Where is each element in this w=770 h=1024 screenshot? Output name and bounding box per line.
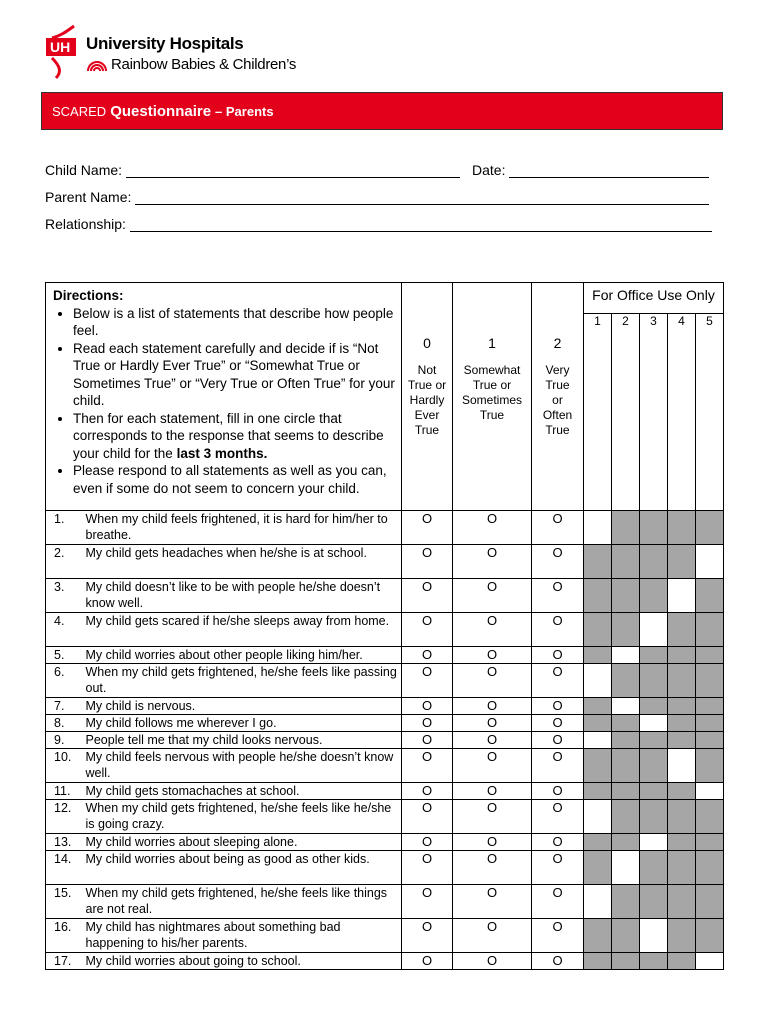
office-cell-4 [668,664,696,698]
question-number: 4. [46,613,84,647]
office-cell-2 [612,834,640,851]
response-circle-2[interactable]: O [532,834,584,851]
question-text: When my child gets frightened, he/she feels like he/she is going crazy. [84,800,402,834]
question-text: My child has nightmares about something bad happening to his/her parents. [84,919,402,953]
question-text: My child worries about sleeping alone. [84,834,402,851]
question-text: When my child gets frightened, he/she feels like things are not real. [84,885,402,919]
response-circle-2[interactable]: O [532,579,584,613]
office-cell-4 [668,698,696,715]
office-cell-4 [668,953,696,970]
office-cell-2 [612,919,640,953]
response-circle-2[interactable]: O [532,953,584,970]
response-circle-2[interactable]: O [532,698,584,715]
response-circle-0[interactable]: O [402,749,453,783]
office-cell-1 [584,783,612,800]
office-cell-1 [584,613,612,647]
office-cell-3 [640,579,668,613]
response-circle-1[interactable]: O [453,613,532,647]
uh-logo-icon [44,24,84,80]
directions-cell [46,283,402,511]
response-circle-0[interactable]: O [402,698,453,715]
office-cell-1 [584,647,612,664]
response-circle-2[interactable]: O [532,545,584,579]
relationship-label: Relationship: [45,216,126,232]
office-cell-5 [696,953,724,970]
response-circle-2[interactable]: O [532,885,584,919]
office-cell-3 [640,885,668,919]
office-cell-5 [696,698,724,715]
date-label: Date: [472,162,506,178]
office-col-num: 1 [584,314,612,511]
question-row [46,579,724,613]
col-header-2 [532,283,584,511]
office-cell-3 [640,800,668,834]
title-prefix: SCARED [52,103,107,119]
question-number: 11. [46,783,84,800]
office-cell-3 [640,783,668,800]
response-circle-2[interactable]: O [532,715,584,732]
response-circle-2[interactable]: O [532,613,584,647]
office-cell-4 [668,715,696,732]
office-cell-4 [668,919,696,953]
office-cell-5 [696,732,724,749]
office-cell-5 [696,545,724,579]
response-circle-0[interactable]: O [402,664,453,698]
response-circle-0[interactable]: O [402,851,453,885]
office-cell-1 [584,698,612,715]
response-circle-1[interactable]: O [453,919,532,953]
question-row [46,919,724,953]
office-cell-1 [584,579,612,613]
office-cell-3 [640,732,668,749]
office-cell-5 [696,885,724,919]
response-circle-2[interactable]: O [532,749,584,783]
office-cell-4 [668,545,696,579]
office-cell-4 [668,647,696,664]
response-circle-1[interactable]: O [453,749,532,783]
response-circle-1[interactable]: O [453,885,532,919]
office-col-num: 5 [696,314,724,511]
office-cell-2 [612,783,640,800]
office-cell-1 [584,545,612,579]
response-circle-0[interactable]: O [402,800,453,834]
office-col-num: 2 [612,314,640,511]
question-row [46,783,724,800]
col-label: Somewhat True or Sometimes True [461,363,523,422]
office-cell-4 [668,613,696,647]
question-number: 5. [46,647,84,664]
parent-name-label: Parent Name: [45,189,132,205]
question-number: 9. [46,732,84,749]
office-cell-4 [668,732,696,749]
question-number: 6. [46,664,84,698]
title-banner [41,92,723,130]
office-cell-3 [640,545,668,579]
date-field[interactable] [472,162,709,178]
response-circle-2[interactable]: O [532,851,584,885]
question-row [46,698,724,715]
question-row [46,885,724,919]
org-name: University Hospitals [86,34,244,53]
office-cell-2 [612,800,640,834]
title-main: Questionnaire [110,102,212,120]
office-cell-3 [640,664,668,698]
response-circle-1[interactable]: O [453,698,532,715]
question-number: 10. [46,749,84,783]
office-cell-2 [612,579,640,613]
col-num: 1 [488,335,496,351]
question-text: People tell me that my child looks nervous. [84,732,402,749]
directions-bullet: • Then for each statement, fill in one circle that corresponds to the response that seems to describe your child for the last 3 months. [73,410,395,463]
questionnaire-table [45,282,724,970]
response-circle-0[interactable]: O [402,545,453,579]
response-circle-1[interactable]: O [453,800,532,834]
child-name-label: Child Name: [45,162,123,178]
office-cell-2 [612,851,640,885]
question-text: My child gets headaches when he/she is at school. [84,545,402,579]
svg-text:UH: UH [50,39,71,55]
question-number: 13. [46,834,84,851]
response-circle-1[interactable]: O [453,647,532,664]
office-cell-2 [612,715,640,732]
response-circle-1[interactable]: O [453,783,532,800]
office-cell-4 [668,579,696,613]
office-col-num: 4 [668,314,696,511]
office-col-num: 3 [640,314,668,511]
relationship-field[interactable] [45,216,712,232]
office-cell-5 [696,664,724,698]
response-circle-2[interactable]: O [532,783,584,800]
question-number: 16. [46,919,84,953]
col-header-0 [402,283,453,511]
response-circle-0[interactable]: O [402,511,453,545]
office-cell-5 [696,800,724,834]
question-number: 2. [46,545,84,579]
office-cell-3 [640,613,668,647]
office-cell-5 [696,647,724,664]
office-cell-1 [584,834,612,851]
logo [44,24,314,80]
response-circle-0[interactable]: O [402,783,453,800]
response-circle-1[interactable]: O [453,851,532,885]
office-cell-4 [668,885,696,919]
office-cell-2 [612,749,640,783]
office-cell-2 [612,545,640,579]
office-cell-3 [640,953,668,970]
rainbow-icon [86,59,108,71]
office-cell-1 [584,953,612,970]
question-row [46,545,724,579]
directions-bullet: • Below is a list of statements that describe how people feel. [73,305,395,340]
directions-heading: Directions: [53,288,124,303]
office-cell-4 [668,783,696,800]
child-name-field[interactable] [45,162,460,178]
question-number: 3. [46,579,84,613]
office-use-title: For Office Use Only [584,283,724,314]
directions-bullet: • Please respond to all statements as well as you can, even if some do not seem to concern your child. [73,462,395,497]
question-row [46,511,724,545]
office-cell-2 [612,698,640,715]
office-cell-4 [668,834,696,851]
office-cell-2 [612,885,640,919]
col-header-1 [453,283,532,511]
response-circle-1[interactable]: O [453,579,532,613]
question-row [46,953,724,970]
question-text: My child worries about other people liking him/her. [84,647,402,664]
response-circle-0[interactable]: O [402,715,453,732]
response-circle-0[interactable]: O [402,647,453,664]
office-cell-5 [696,783,724,800]
directions-bold: last 3 months. [176,445,268,461]
office-cell-2 [612,511,640,545]
directions-list [53,305,395,498]
question-row [46,732,724,749]
office-cell-4 [668,800,696,834]
office-cell-3 [640,715,668,732]
office-cell-3 [640,698,668,715]
office-cell-3 [640,919,668,953]
response-circle-0[interactable]: O [402,834,453,851]
response-circle-1[interactable]: O [453,511,532,545]
question-text: My child is nervous. [84,698,402,715]
response-circle-1[interactable]: O [453,545,532,579]
question-number: 17. [46,953,84,970]
question-row [46,664,724,698]
response-circle-0[interactable]: O [402,613,453,647]
response-circle-1[interactable]: O [453,834,532,851]
office-cell-1 [584,800,612,834]
question-row [46,647,724,664]
office-cell-5 [696,613,724,647]
col-label: Not True or Hardly Ever True [407,363,447,437]
office-cell-5 [696,511,724,545]
response-circle-0[interactable]: O [402,579,453,613]
office-cell-5 [696,919,724,953]
question-text: My child follows me wherever I go. [84,715,402,732]
question-text: My child worries about being as good as other kids. [84,851,402,885]
response-circle-0[interactable]: O [402,919,453,953]
office-cell-4 [668,511,696,545]
office-cell-5 [696,851,724,885]
response-circle-2[interactable]: O [532,919,584,953]
question-row [46,613,724,647]
question-text: When my child feels frightened, it is hard for him/her to breathe. [84,511,402,545]
office-cell-1 [584,715,612,732]
response-circle-2[interactable]: O [532,647,584,664]
question-text: My child gets stomachaches at school. [84,783,402,800]
response-circle-1[interactable]: O [453,953,532,970]
office-cell-1 [584,885,612,919]
office-cell-1 [584,511,612,545]
office-cell-3 [640,749,668,783]
office-cell-3 [640,851,668,885]
question-text: My child gets scared if he/she sleeps away from home. [84,613,402,647]
question-number: 7. [46,698,84,715]
office-cell-5 [696,749,724,783]
office-cell-3 [640,511,668,545]
question-text: My child doesn’t like to be with people he/she doesn’t know well. [84,579,402,613]
office-cell-2 [612,953,640,970]
question-number: 1. [46,511,84,545]
col-num: 0 [423,335,431,351]
response-circle-0[interactable]: O [402,953,453,970]
date-line[interactable] [509,163,709,178]
relationship-line[interactable] [130,217,712,232]
office-cell-5 [696,834,724,851]
response-circle-1[interactable]: O [453,732,532,749]
response-circle-2[interactable]: O [532,664,584,698]
office-cell-1 [584,851,612,885]
office-cell-5 [696,579,724,613]
office-cell-3 [640,647,668,664]
office-cell-2 [612,664,640,698]
response-circle-2[interactable]: O [532,511,584,545]
office-cell-1 [584,749,612,783]
title-suffix: – Parents [215,103,274,119]
question-row [46,749,724,783]
items-body [46,511,724,970]
question-row [46,851,724,885]
question-number: 8. [46,715,84,732]
parent-name-line[interactable] [135,190,709,205]
office-cell-2 [612,732,640,749]
question-text: When my child gets frightened, he/she feels like passing out. [84,664,402,698]
response-circle-1[interactable]: O [453,664,532,698]
question-text: My child worries about going to school. [84,953,402,970]
response-circle-0[interactable]: O [402,885,453,919]
org-sub: Rainbow Babies & Children’s [86,56,296,73]
col-num: 2 [553,335,562,351]
response-circle-2[interactable]: O [532,732,584,749]
question-row [46,800,724,834]
office-cell-2 [612,647,640,664]
office-cell-4 [668,749,696,783]
question-number: 14. [46,851,84,885]
office-cell-5 [696,715,724,732]
parent-name-field[interactable] [45,189,709,205]
office-cell-3 [640,834,668,851]
response-circle-1[interactable]: O [453,715,532,732]
office-cell-2 [612,613,640,647]
office-cell-4 [668,851,696,885]
question-number: 15. [46,885,84,919]
question-row [46,715,724,732]
child-name-line[interactable] [126,163,460,178]
response-circle-0[interactable]: O [402,732,453,749]
response-circle-2[interactable]: O [532,800,584,834]
question-number: 12. [46,800,84,834]
question-row [46,834,724,851]
col-label: Very True or Often True [542,363,573,437]
office-cell-1 [584,919,612,953]
question-text: My child feels nervous with people he/she doesn’t know well. [84,749,402,783]
office-cell-1 [584,732,612,749]
directions-bullet: • Read each statement carefully and decide if is “Not True or Hardly Ever True” or “Somewhat True or Sometimes True” or “Very True or Often True” for your child. [73,340,395,410]
office-cell-1 [584,664,612,698]
